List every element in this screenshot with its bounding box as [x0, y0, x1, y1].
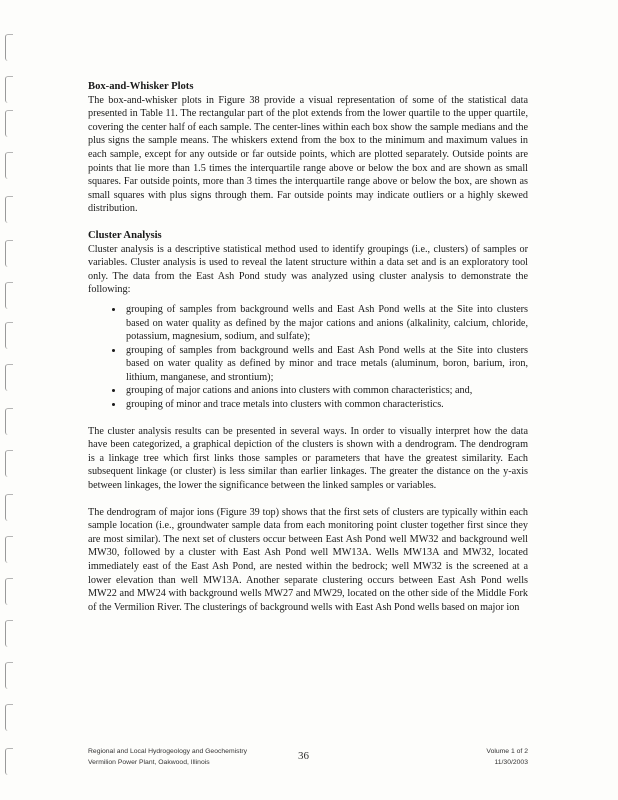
binder-mark — [5, 536, 13, 563]
binder-mark — [5, 34, 13, 61]
binder-mark — [5, 322, 13, 349]
section-heading-cluster-analysis: Cluster Analysis — [88, 229, 162, 241]
box-whisker-paragraph: The box-and-whisker plots in Figure 38 provide a visual representation of some of the statistical data presented in Table 11. The rectangular part of the plot extends from the lower quartile to the upper quartile, covering the center half of each sample. The center-lines within each box show the sample medians and the plus signs the sample means. The whiskers extend from the box to the minimum and maximum values in each sample, except for any outside or far outside points, which are plotted separately. Outside points are points that lie more than 1.5 times the interquartile range above or below the box and are shown as small squares. Far outside points, more than 3 times the interquartile range above or below the box, are shown as small squares with plus signs through them. Far outside points may indicate outliers or a highly skewed distribution. — [88, 94, 528, 215]
binder-mark — [5, 620, 13, 647]
footer-site-name: Vermilion Power Plant, Oakwood, Illinois — [88, 759, 210, 766]
major-ions-paragraph: The dendrogram of major ions (Figure 39 top) shows that the first sets of clusters are typically within each sample location (i.e., groundwater sample data from each monitoring point cluster together first since they are most similar). The next set of clusters occur between East Ash Pond well MW32 and background well MW30, followed by a cluster with East Ash Pond well MW13A. Wells MW13A and MW32, located immediately east of the East Ash Pond, are nested within the bedrock; well MW32 is the screened at a lower elevation than well MW13A. Another separate clustering occurs between East Ash Pond wells MW22 and MW24 with background wells MW27 and MW29, located on the other side of the Middle Fork of the Vermilion River. The clusterings of background wells with East Ash Pond wells based on major ion — [88, 506, 528, 613]
page-number: 36 — [298, 750, 309, 762]
list-item: • grouping of minor and trace metals into clusters with common characteristics. — [124, 398, 528, 412]
binder-margin — [3, 0, 17, 800]
document-body — [88, 80, 528, 614]
footer-report-title: Regional and Local Hydrogeology and Geochemistry — [88, 748, 248, 755]
footer-right — [486, 746, 528, 768]
cluster-intro-paragraph: Cluster analysis is a descriptive statistical method used to identify groupings (i.e., clusters) of samples or variables. Cluster analysis is used to reveal the latent structure within a data set and is an exploratory tool only. The data from the East Ash Pond study was analyzed using cluster analysis to demonstrate the following: — [88, 243, 528, 296]
list-item: • grouping of samples from background wells and East Ash Pond wells at the Site into clusters based on water quality as defined by the major cations and anions (alkalinity, calcium, chloride, potassium, magnesium, sodium, and sulfate); — [124, 303, 528, 344]
binder-mark — [5, 494, 13, 521]
binder-mark — [5, 282, 13, 309]
binder-mark — [5, 408, 13, 435]
page-footer — [88, 746, 528, 776]
binder-mark — [5, 196, 13, 223]
list-item: • grouping of major cations and anions into clusters with common characteristics; and, — [124, 384, 528, 398]
binder-mark — [5, 662, 13, 689]
binder-mark — [5, 450, 13, 477]
binder-mark — [5, 748, 13, 775]
binder-mark — [5, 110, 13, 137]
binder-mark — [5, 364, 13, 391]
binder-mark — [5, 578, 13, 605]
section-heading-box-whisker: Box-and-Whisker Plots — [88, 81, 194, 92]
cluster-objectives-list — [88, 303, 528, 412]
list-item: • grouping of samples from background wells and East Ash Pond wells at the Site into clusters based on water quality as defined by minor and trace metals (aluminum, boron, barium, iron, lithium, manganese, and strontium); — [124, 344, 528, 385]
footer-volume: Volume 1 of 2 — [486, 748, 528, 755]
footer-left — [88, 746, 247, 768]
dendrogram-paragraph: The cluster analysis results can be presented in several ways. In order to visually interpret how the data have been categorized, a graphical depiction of the clusters is shown with a dendrogram. The dendrogram is a linkage tree which first links those samples or parameters that have the greatest similarity. Each subsequent linkage (or cluster) is less similar than earlier linkages. The greater the distance on the y-axis between linkages, the lower the significance between the linked samples or variables. — [88, 425, 528, 492]
binder-mark — [5, 704, 13, 731]
binder-mark — [5, 76, 13, 103]
binder-mark — [5, 240, 13, 267]
binder-mark — [5, 152, 13, 179]
footer-date: 11/30/2003 — [494, 759, 528, 766]
